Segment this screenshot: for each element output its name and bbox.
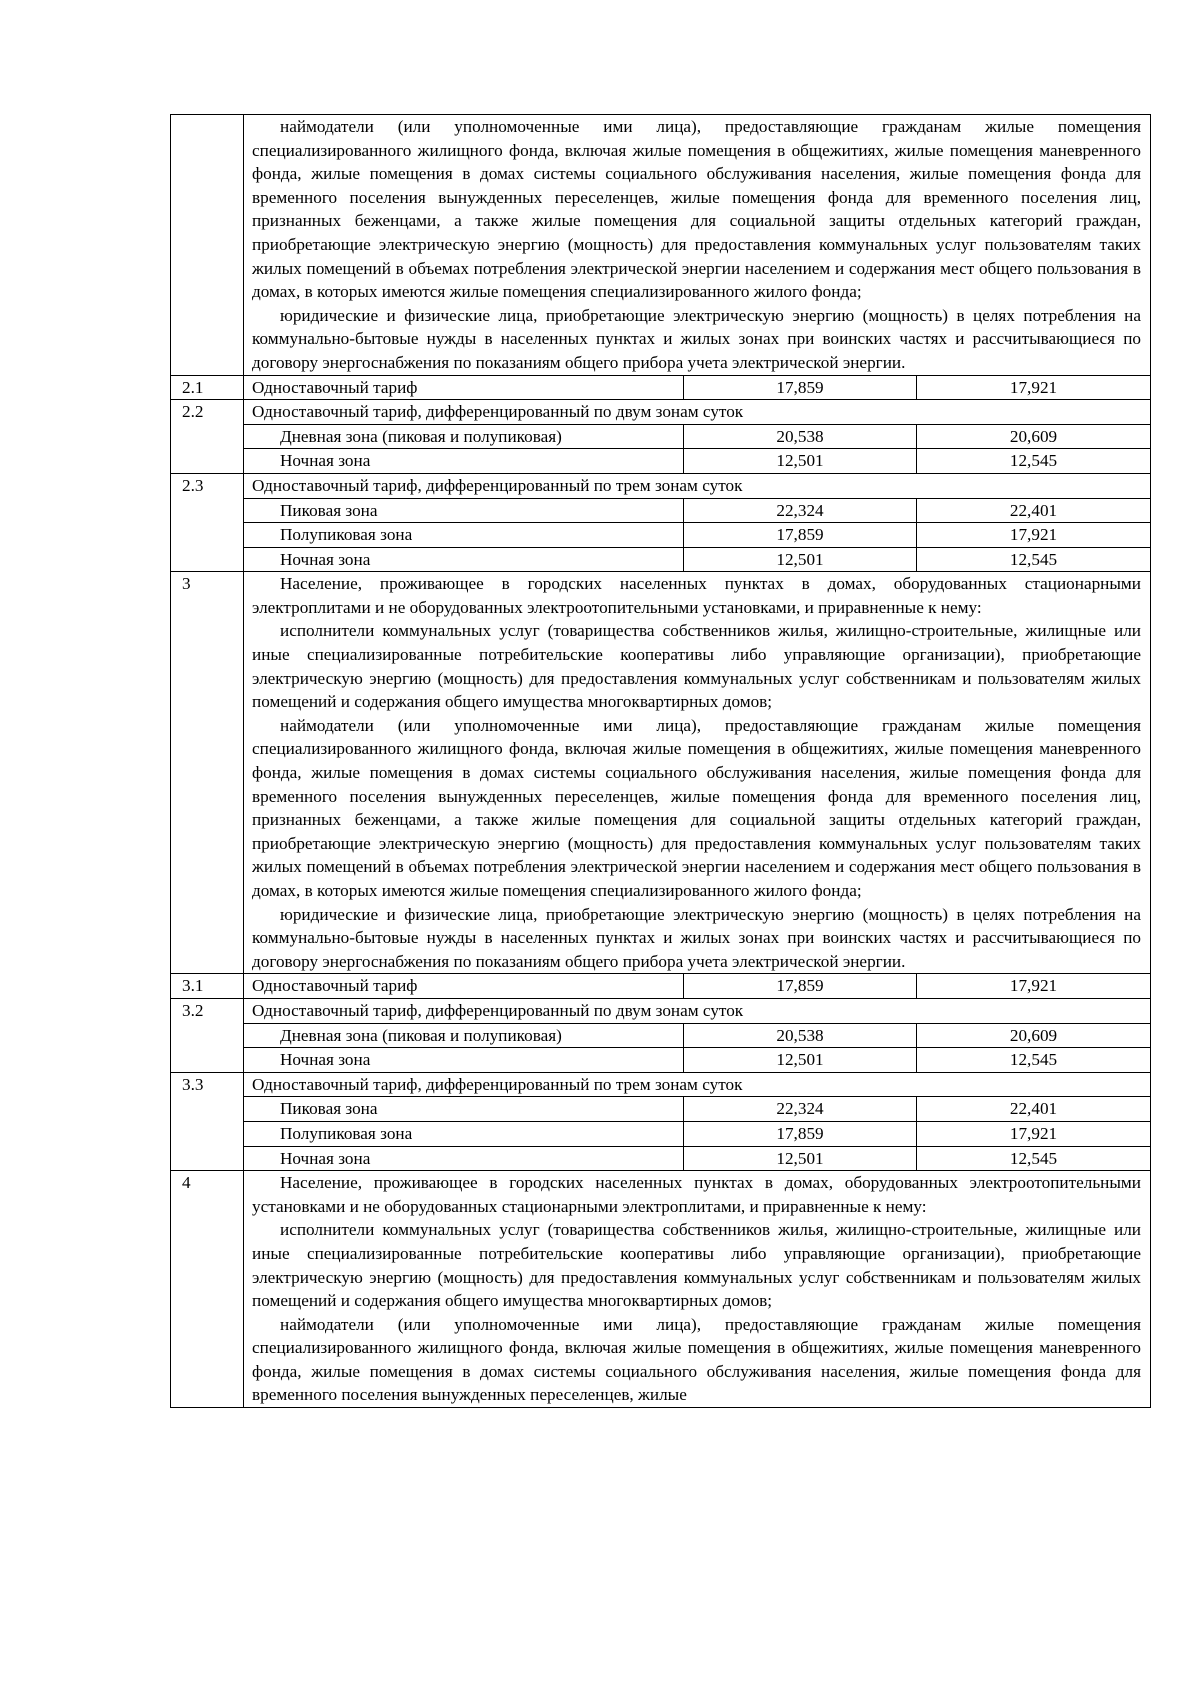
tariff-value-2: 12,545 (917, 1146, 1151, 1171)
zone-label: Ночная зона (244, 1146, 684, 1171)
tariff-label: Одноставочный тариф (244, 375, 684, 400)
row-number: 2.2 (171, 400, 244, 474)
tariff-label: Одноставочный тариф, дифференцированный по двум зонам суток (244, 998, 1151, 1023)
tariff-value-1: 12,501 (684, 1048, 917, 1073)
tariff-label: Одноставочный тариф, дифференцированный по трем зонам суток (244, 1072, 1151, 1097)
table-row (171, 449, 1151, 474)
tariff-label: Одноставочный тариф, дифференцированный по двум зонам суток (244, 400, 1151, 425)
paragraph: юридические и физические лица, приобретающие электрическую энергию (мощность) в целях потребления на коммунально-бытовые нужды в населенных пунктах и жилых зонах при воинских частях и рассчитывающиеся по договору энергоснабжения по показаниям общего прибора учета электрической энергии. (252, 904, 1141, 971)
row-number: 3 (171, 572, 244, 974)
tariff-value-2: 20,609 (917, 424, 1151, 449)
row-number: 3.2 (171, 998, 244, 1072)
tariff-value-1: 22,324 (684, 498, 917, 523)
table-row (171, 115, 1151, 376)
table-row (171, 473, 1151, 498)
tariff-value-1: 17,859 (684, 974, 917, 999)
table-row (171, 1072, 1151, 1097)
zone-label: Пиковая зона (244, 498, 684, 523)
table-row (171, 400, 1151, 425)
zone-label: Ночная зона (244, 547, 684, 572)
zone-label: Полупиковая зона (244, 1121, 684, 1146)
table-row (171, 1146, 1151, 1171)
description-cell (244, 1171, 1151, 1408)
table-row (171, 1171, 1151, 1408)
tariff-value-2: 22,401 (917, 1097, 1151, 1122)
tariff-value-2: 17,921 (917, 1121, 1151, 1146)
zone-label: Дневная зона (пиковая и полупиковая) (244, 424, 684, 449)
table-row (171, 974, 1151, 999)
paragraph: наймодатели (или уполномоченные ими лица), предоставляющие гражданам жилые помещения специализированного жилищного фонда, включая жилые помещения в общежитиях, жилые помещения маневренного фонда, жилые помещения в домах системы социального обслуживания населения, жилые помещения фонда для временного поселения вынужденных переселенцев, жилые (252, 1314, 1141, 1405)
zone-label: Ночная зона (244, 1048, 684, 1073)
row-number: 3.1 (171, 974, 244, 999)
table-row (171, 547, 1151, 572)
table-row (171, 998, 1151, 1023)
tariff-label: Одноставочный тариф (244, 974, 684, 999)
paragraph: исполнители коммунальных услуг (товарищества собственников жилья, жилищно-строительные, жилищные или иные специализированные потребительские кооперативы либо управляющие организации), приобретающие электрическую энергию (мощность) для предоставления коммунальных услуг собственникам и пользователям жилых помещений и содержания общего имущества многоквартирных домов; (252, 621, 1141, 712)
tariff-value-1: 12,501 (684, 1146, 917, 1171)
row-number: 4 (171, 1171, 244, 1408)
tariff-value-1: 17,859 (684, 523, 917, 548)
table-row (171, 523, 1151, 548)
row-number (171, 115, 244, 376)
paragraph: наймодатели (или уполномоченные ими лица), предоставляющие гражданам жилые помещения специализированного жилищного фонда, включая жилые помещения в общежитиях, жилые помещения маневренного фонда, жилые помещения в домах системы социального обслуживания населения, жилые помещения фонда для временного поселения вынужденных переселенцев, жилые помещения фонда для временного поселения лиц, признанных беженцами, а также жилые помещения для социальной защиты отдельных категорий граждан, приобретающие электрическую энергию (мощность) для предоставления коммунальных услуг пользователям таких жилых помещений в объемах потребления электрической энергии населением и содержания мест общего пользования в домах, в которых имеются жилые помещения специализированного жилого фонда; (252, 117, 1141, 302)
paragraph: юридические и физические лица, приобретающие электрическую энергию (мощность) в целях потребления на коммунально-бытовые нужды в населенных пунктах и жилых зонах при воинских частях и рассчитывающиеся по договору энергоснабжения по показаниям общего прибора учета электрической энергии. (252, 305, 1141, 372)
tariff-value-1: 20,538 (684, 1023, 917, 1048)
description-cell (244, 572, 1151, 974)
zone-label: Пиковая зона (244, 1097, 684, 1122)
tariff-value-2: 17,921 (917, 974, 1151, 999)
tariff-value-2: 20,609 (917, 1023, 1151, 1048)
tariff-value-1: 17,859 (684, 375, 917, 400)
tariff-table (170, 114, 1151, 1408)
row-number: 3.3 (171, 1072, 244, 1170)
table-row (171, 424, 1151, 449)
tariff-value-1: 12,501 (684, 547, 917, 572)
tariff-value-1: 20,538 (684, 424, 917, 449)
table-row (171, 1121, 1151, 1146)
tariff-value-2: 17,921 (917, 523, 1151, 548)
table-row (171, 1097, 1151, 1122)
tariff-value-2: 12,545 (917, 1048, 1151, 1073)
table-row (171, 498, 1151, 523)
tariff-value-2: 22,401 (917, 498, 1151, 523)
tariff-label: Одноставочный тариф, дифференцированный по трем зонам суток (244, 473, 1151, 498)
zone-label: Ночная зона (244, 449, 684, 474)
tariff-value-2: 12,545 (917, 449, 1151, 474)
zone-label: Полупиковая зона (244, 523, 684, 548)
paragraph: Население, проживающее в городских населенных пунктах в домах, оборудованных электроотопительными установками и не оборудованных стационарными электроплитами, и приравненные к нему: (252, 1173, 1141, 1216)
paragraph: исполнители коммунальных услуг (товарищества собственников жилья, жилищно-строительные, жилищные или иные специализированные потребительские кооперативы либо управляющие организации), приобретающие электрическую энергию (мощность) для предоставления коммунальных услуг собственникам и пользователям жилых помещений и содержания общего имущества многоквартирных домов; (252, 1220, 1141, 1311)
paragraph: наймодатели (или уполномоченные ими лица), предоставляющие гражданам жилые помещения специализированного жилищного фонда, включая жилые помещения в общежитиях, жилые помещения маневренного фонда, жилые помещения в домах системы социального обслуживания населения, жилые помещения фонда для временного поселения вынужденных переселенцев, жилые помещения фонда для временного поселения лиц, признанных беженцами, а также жилые помещения для социальной защиты отдельных категорий граждан, приобретающие электрическую энергию (мощность) для предоставления коммунальных услуг пользователям таких жилых помещений в объемах потребления электрической энергии населением и содержания мест общего пользования в домах, в которых имеются жилые помещения специализированного жилого фонда; (252, 715, 1141, 900)
table-row (171, 1048, 1151, 1073)
tariff-value-1: 12,501 (684, 449, 917, 474)
document-page (170, 114, 1150, 1408)
tariff-value-2: 12,545 (917, 547, 1151, 572)
zone-label: Дневная зона (пиковая и полупиковая) (244, 1023, 684, 1048)
table-row (171, 572, 1151, 974)
tariff-value-1: 17,859 (684, 1121, 917, 1146)
row-number: 2.3 (171, 473, 244, 571)
description-cell (244, 115, 1151, 376)
table-row (171, 375, 1151, 400)
paragraph: Население, проживающее в городских населенных пунктах в домах, оборудованных стационарными электроплитами и не оборудованных электроотопительными установками, и приравненные к нему: (252, 574, 1141, 617)
tariff-value-1: 22,324 (684, 1097, 917, 1122)
tariff-value-2: 17,921 (917, 375, 1151, 400)
row-number: 2.1 (171, 375, 244, 400)
table-row (171, 1023, 1151, 1048)
